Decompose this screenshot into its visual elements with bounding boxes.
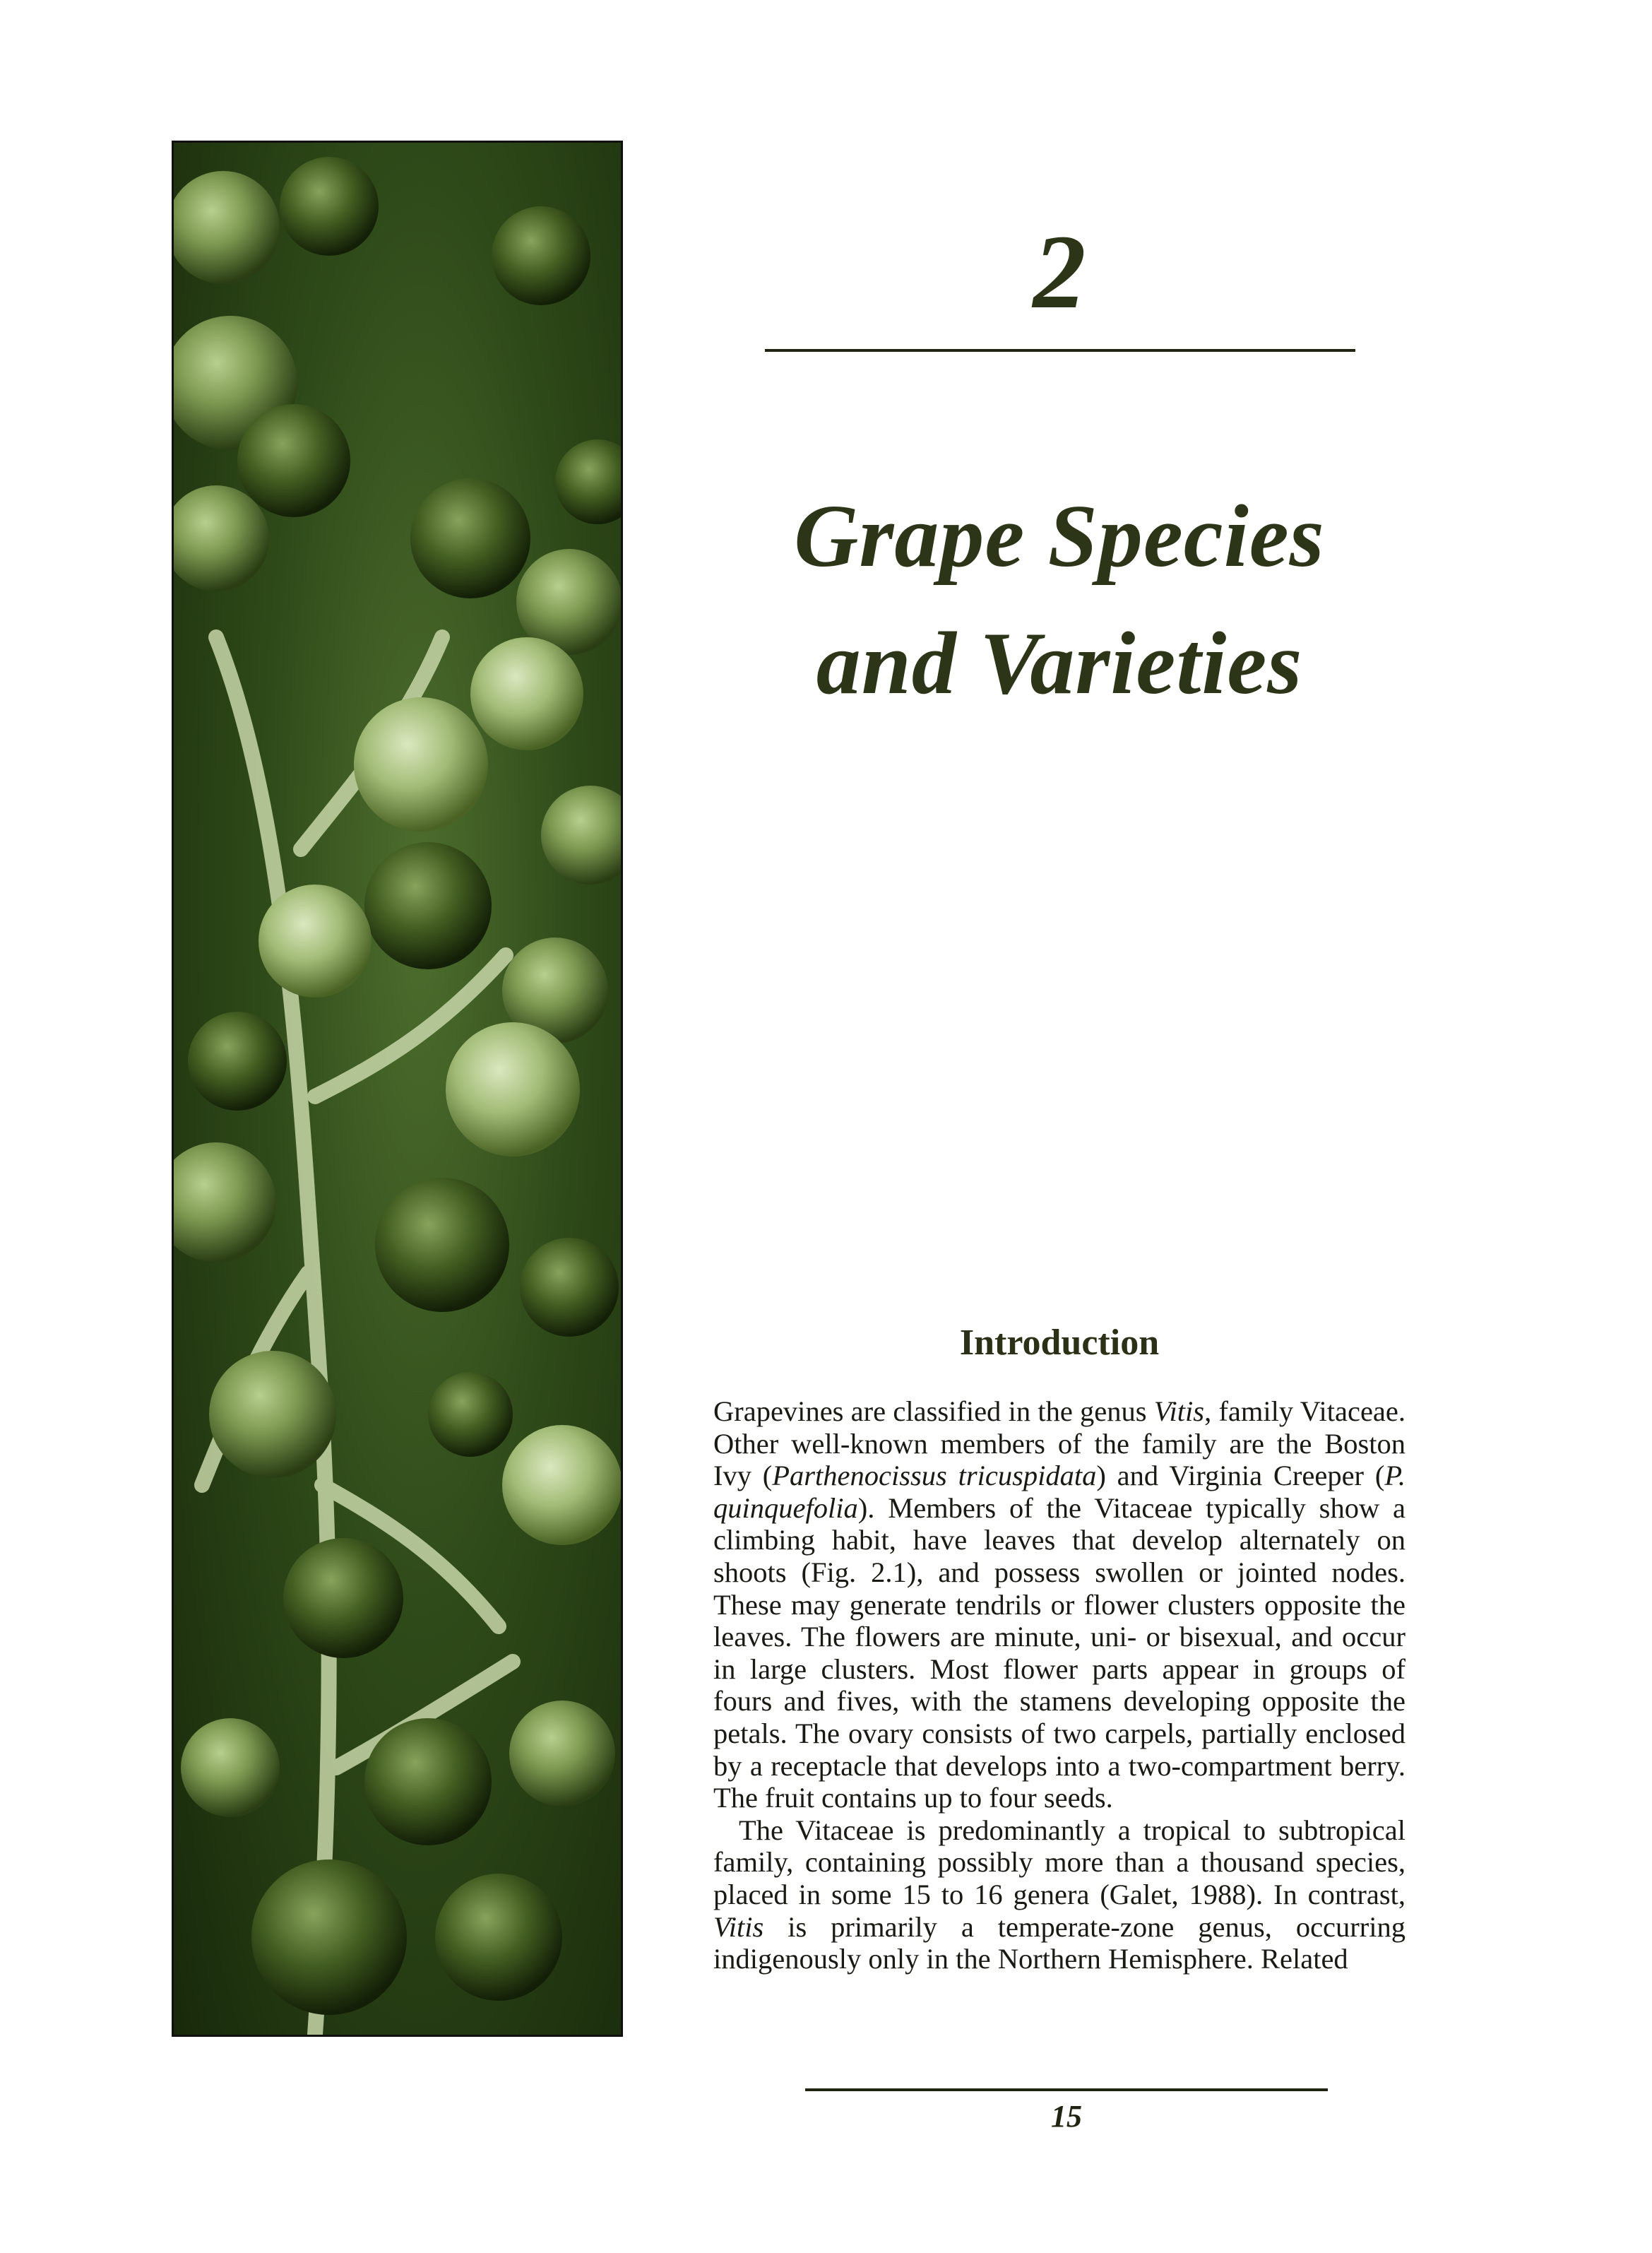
text-run: , family Vitaceae. Other well-known members of the family are the Boston Ivy (	[713, 1395, 1406, 1492]
footer-rule	[805, 2088, 1328, 2091]
text-run: ) and Virginia Creeper (	[1096, 1460, 1385, 1492]
species-name: Parthenocissus tricuspidata	[772, 1460, 1097, 1492]
text-run: is primarily a temperate-zone genus, occurring indigenously only in the Northern Hemisphere. Related	[713, 1910, 1406, 1975]
chapter-number: 2	[1033, 213, 1086, 331]
grape-cluster-photo	[172, 141, 623, 2037]
paragraph-1	[713, 1395, 1406, 1814]
species-name: P. quinquefolia	[713, 1460, 1406, 1524]
genus-name: Vitis	[1153, 1395, 1205, 1427]
chapter-title	[735, 473, 1384, 728]
heading-rule	[765, 349, 1355, 352]
genus-name: Vitis	[713, 1910, 764, 1943]
body-text	[713, 1395, 1406, 1975]
text-run: ). Members of the Vitaceae typically show a climbing habit, have leaves that develop alternately on shoots (Fig. 2.1), and possess swollen or jointed nodes. These may generate tendrils or flower clusters opposite the leaves. The flowers are minute, uni- or bisexual, and occur in large clusters. Most flower parts appear in groups of fours and fives, with the stamens developing opposite the petals. The ovary consists of two carpels, partially enclosed by a receptacle that develops into a two-compartment berry. The fruit contains up to four seeds.	[713, 1491, 1406, 1814]
page-number: 15	[1051, 2099, 1082, 2134]
paragraph-2	[713, 1814, 1406, 1975]
chapter-title-line-2: and Varieties	[816, 615, 1303, 713]
text-run: The Vitaceae is predominantly a tropical to subtropical family, containing possibly more than a thousand species, placed in some 15 to 16 genera (Galet, 1988). In contrast,	[713, 1814, 1406, 1910]
text-run: Grapevines are classified in the genus	[713, 1395, 1154, 1427]
grape-cluster-illustration	[174, 143, 621, 2035]
section-heading: Introduction	[959, 1323, 1160, 1363]
chapter-title-line-1: Grape Species	[794, 487, 1325, 586]
